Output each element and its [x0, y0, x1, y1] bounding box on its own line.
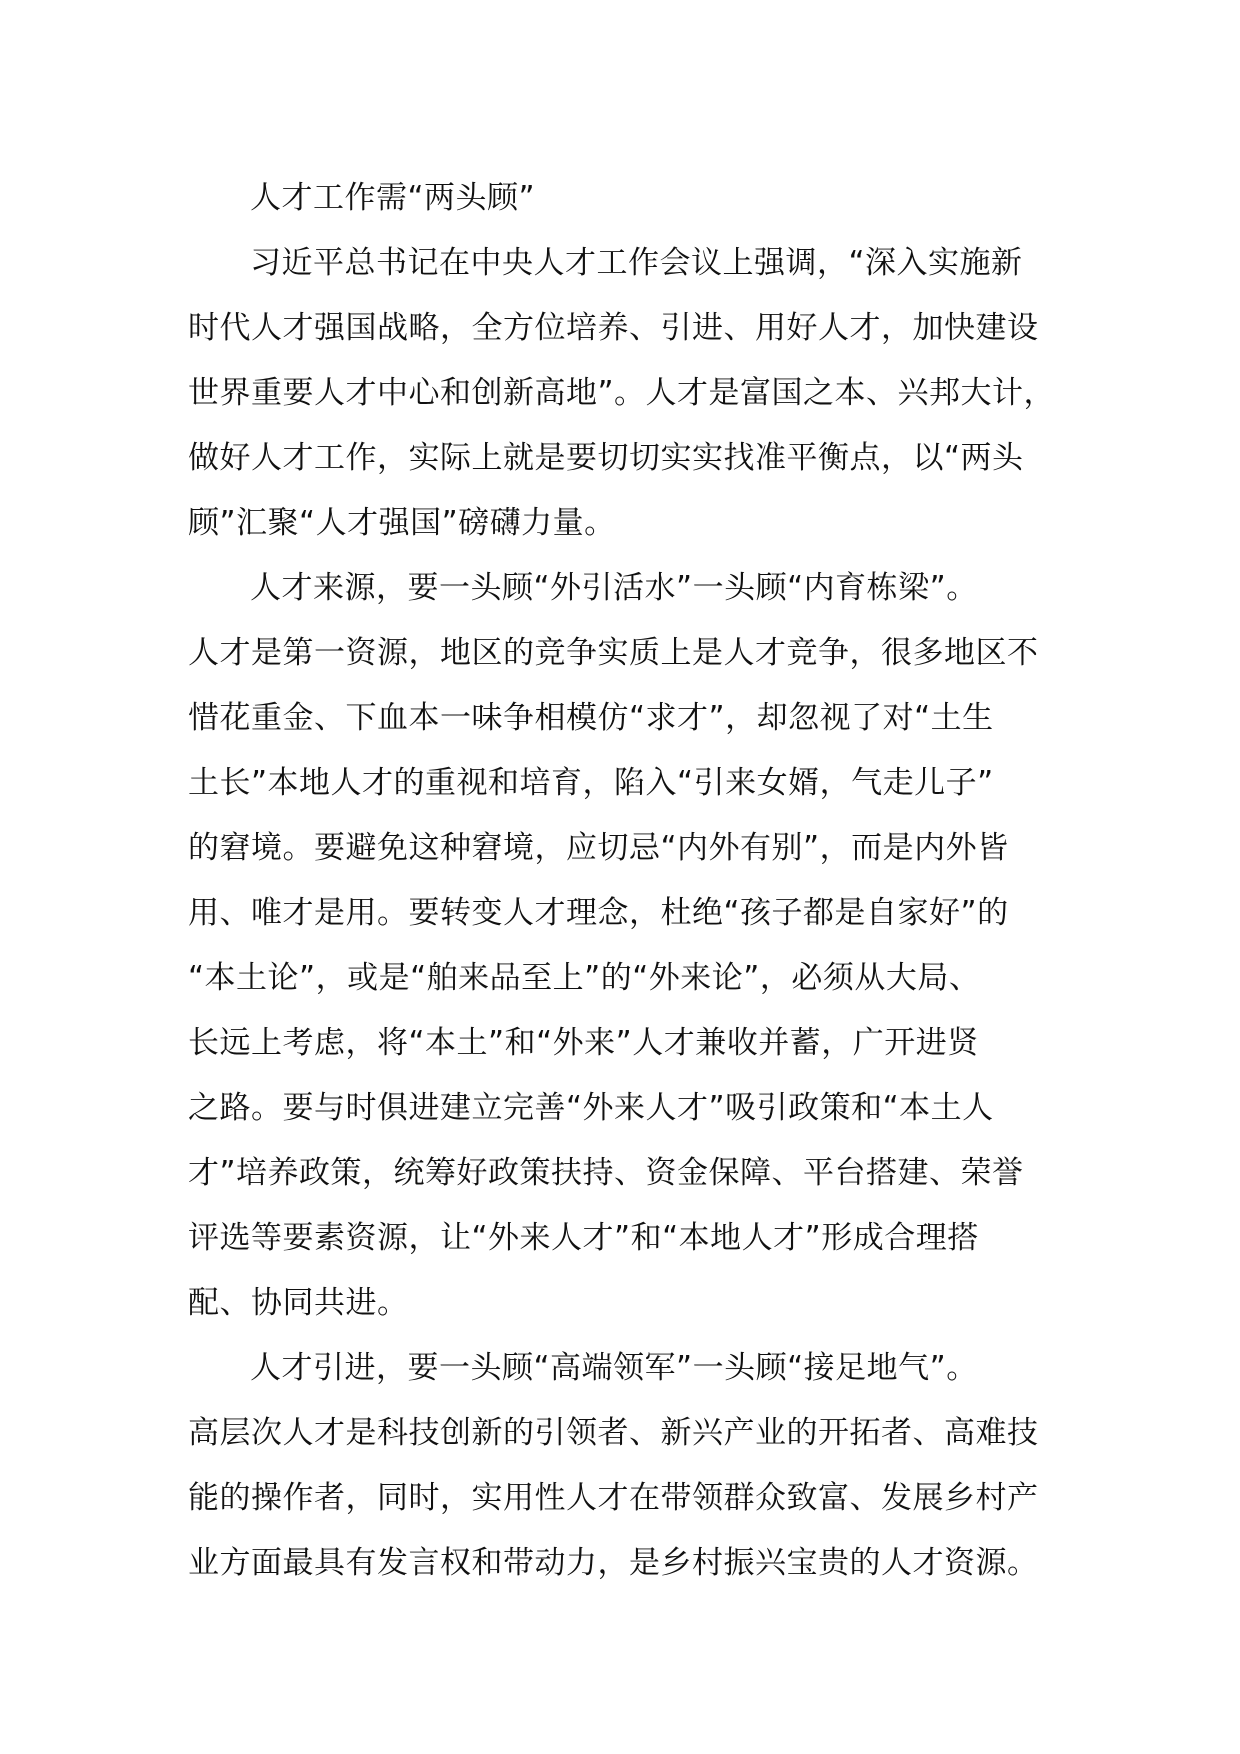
- document-body: [188, 166, 1088, 1596]
- paragraph-1-line-2: 时代人才强国战略，全方位培养、引进、用好人才，加快建设: [188, 310, 1039, 346]
- paragraph-1-line-3: 世界重要人才中心和创新高地”。人才是富国之本、兴邦大计，: [188, 375, 1056, 411]
- paragraph-1-line-4: 做好人才工作，实际上就是要切切实实找准平衡点，以“两头: [188, 440, 1024, 476]
- paragraph-2-line-9: 之路。要与时俱进建立完善“外来人才”吸引政策和“本土人: [188, 1090, 994, 1126]
- paragraph-2-line-6: 用、唯才是用。要转变人才理念，杜绝“孩子都是自家好”的: [188, 895, 1009, 931]
- paragraph-2-line-1: 人才来源，要一头顾“外引活水”一头顾“内育栋梁”。: [250, 570, 978, 606]
- paragraph-3-line-4: 业方面最具有发言权和带动力，是乡村振兴宝贵的人才资源。: [188, 1545, 1039, 1581]
- paragraph-2-line-3: 惜花重金、下血本一味争相模仿“求才”，却忽视了对“土生: [188, 700, 994, 736]
- paragraph-2-line-10: 才”培养政策，统筹好政策扶持、资金保障、平台搭建、荣誉: [188, 1155, 1024, 1191]
- paragraph-1-line-1: 习近平总书记在中央人才工作会议上强调，“深入实施新: [250, 245, 1023, 281]
- paragraph-3-line-2: 高层次人才是科技创新的引领者、新兴产业的开拓者、高难技: [188, 1415, 1039, 1451]
- paragraph-3-line-3: 能的操作者，同时，实用性人才在带领群众致富、发展乡村产: [188, 1480, 1039, 1516]
- paragraph-2-line-2: 人才是第一资源，地区的竞争实质上是人才竞争，很多地区不: [188, 635, 1039, 671]
- paragraph-1-line-5: 顾”汇聚“人才强国”磅礴力量。: [188, 505, 616, 541]
- paragraph-2-line-11: 评选等要素资源，让“外来人才”和“本地人才”形成合理搭: [188, 1220, 979, 1256]
- paragraph-2-line-4: 土长”本地人才的重视和培育，陷入“引来女婿，气走儿子”: [188, 765, 994, 801]
- paragraph-2-line-8: 长远上考虑，将“本土”和“外来”人才兼收并蓄，广开进贤: [188, 1025, 979, 1061]
- paragraph-2-line-7: “本土论”，或是“舶来品至上”的“外来论”，必须从大局、: [188, 960, 981, 996]
- paragraph-2-line-12: 配、协同共进。: [188, 1285, 409, 1321]
- paragraph-3-line-1: 人才引进，要一头顾“高端领军”一头顾“接足地气”。: [250, 1350, 978, 1386]
- paragraph-2-line-5: 的窘境。要避免这种窘境，应切忌“内外有别”，而是内外皆: [188, 830, 1009, 866]
- document-title: 人才工作需“两头顾”: [250, 180, 536, 216]
